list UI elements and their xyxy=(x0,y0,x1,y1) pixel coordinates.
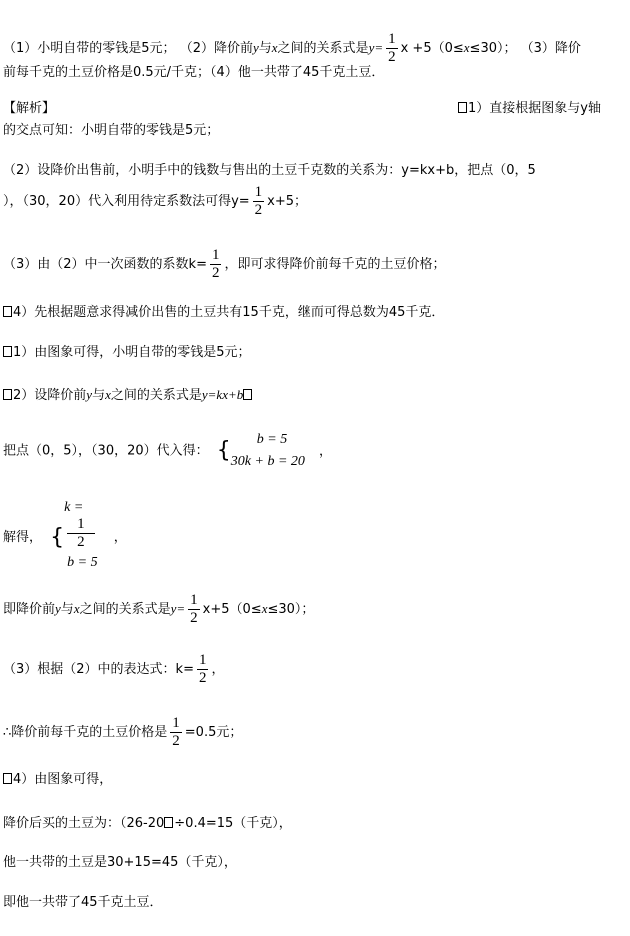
answer-line-1 xyxy=(3,31,581,66)
missing-glyph-icon xyxy=(3,306,12,317)
solution-step3: （3）根据（2）中的表达式：k= $\frac{1}{2}$ ， xyxy=(3,652,225,686)
solution-total: 他一共带的土豆是30+15=45（千克）， xyxy=(3,855,237,870)
analysis-step4: 4）先根据题意求得减价出售的土豆共有15千克，继而可得总数为45千克． xyxy=(3,306,444,319)
fraction-half: $\frac{1}{2}$ xyxy=(190,592,198,626)
missing-glyph-icon xyxy=(3,346,12,357)
analysis-step2-line-2: ），（30，20）代入利用待定系数法可得y= $\frac{1}{2}$ x+5； xyxy=(3,184,308,218)
var-y: y xyxy=(252,40,259,55)
solution-substitution: 把点（0，5），（30，20）代入得： { b = 5 30k + b = 20 ， xyxy=(3,429,332,473)
fraction-half: 1 2 xyxy=(67,516,94,551)
analysis-heading: 【解析】 xyxy=(3,101,56,116)
solution-step1: 1）由图象可得，小明自带的零钱是5元； xyxy=(3,346,251,359)
answer-part-2-mid: 之间的关系式是 xyxy=(277,41,369,56)
fraction-half: $\frac{1}{2}$ xyxy=(388,31,396,65)
var-x: x xyxy=(271,40,278,55)
solution-result: 即降价前y与x之间的关系式是y= $\frac{1}{2}$ x+5（0≤x≤30）； xyxy=(3,592,315,626)
solution-solve: 解得， { k = 1 2 b = 5 ， xyxy=(3,500,127,575)
answer-le30: ≤30）； xyxy=(469,41,517,56)
fraction-half: $\frac{1}{2}$ xyxy=(172,715,180,749)
missing-glyph-icon xyxy=(458,102,467,113)
missing-glyph-icon xyxy=(3,389,12,400)
answer-part-2-start: （2）降价前 xyxy=(179,41,253,56)
solution-final: 即他一共带了45千克土豆． xyxy=(3,895,163,910)
answer-part-1: （1）小明自带的零钱是5元； xyxy=(3,41,176,56)
text-with: 与 xyxy=(258,41,272,56)
solution-step4: 4）由图象可得， xyxy=(3,773,112,786)
answer-part-3-start: （3）降价 xyxy=(520,41,581,56)
analysis-intro-line-2: 的交点可知：小明自带的零钱是5元； xyxy=(3,123,220,138)
answer-x-plus5: x +5（0≤ xyxy=(400,41,464,56)
missing-glyph-icon xyxy=(3,773,12,784)
answer-y-eq: y= xyxy=(368,40,384,55)
brace-icon: { xyxy=(216,438,231,463)
solution-calc: 降价后买的土豆为：（26-20 ÷0.4=15（千克）， xyxy=(3,816,292,831)
var-x-2: x xyxy=(463,40,470,55)
solution-system: k = 1 2 b = 5 xyxy=(64,500,98,570)
analysis-step2-line-1: （2）设降价出售前，小明手中的钱数与售出的土豆千克数的关系为：y=kx+b，把点（0，5 xyxy=(3,163,536,178)
fraction-half: $\frac{1}{2}$ xyxy=(254,184,263,218)
equation-system: b = 5 30k + b = 20 xyxy=(230,432,305,469)
solution-price: ∴降价前每千克的土豆价格是 $\frac{1}{2}$ =0.5元； xyxy=(3,715,243,749)
missing-glyph-icon xyxy=(164,817,173,828)
analysis-step3: （3）由（2）中一次函数的系数k= $\frac{1}{2}$ ，即可求得降价前每千克的土豆价格； xyxy=(3,247,446,281)
analysis-intro-right: 1）直接根据图象与y轴 xyxy=(458,102,601,115)
fraction-half: $\frac{1}{2}$ xyxy=(198,652,207,686)
solution-step2: 2）设降价前y与x之间的关系式是y=kx+b xyxy=(3,388,253,402)
brace-icon: { xyxy=(50,524,65,550)
answer-line-2: 前每千克的土豆价格是0.5元/千克；（4）他一共带了45千克土豆． xyxy=(3,65,385,80)
missing-glyph-icon xyxy=(243,389,252,400)
fraction-half: $\frac{1}{2}$ xyxy=(211,247,220,281)
